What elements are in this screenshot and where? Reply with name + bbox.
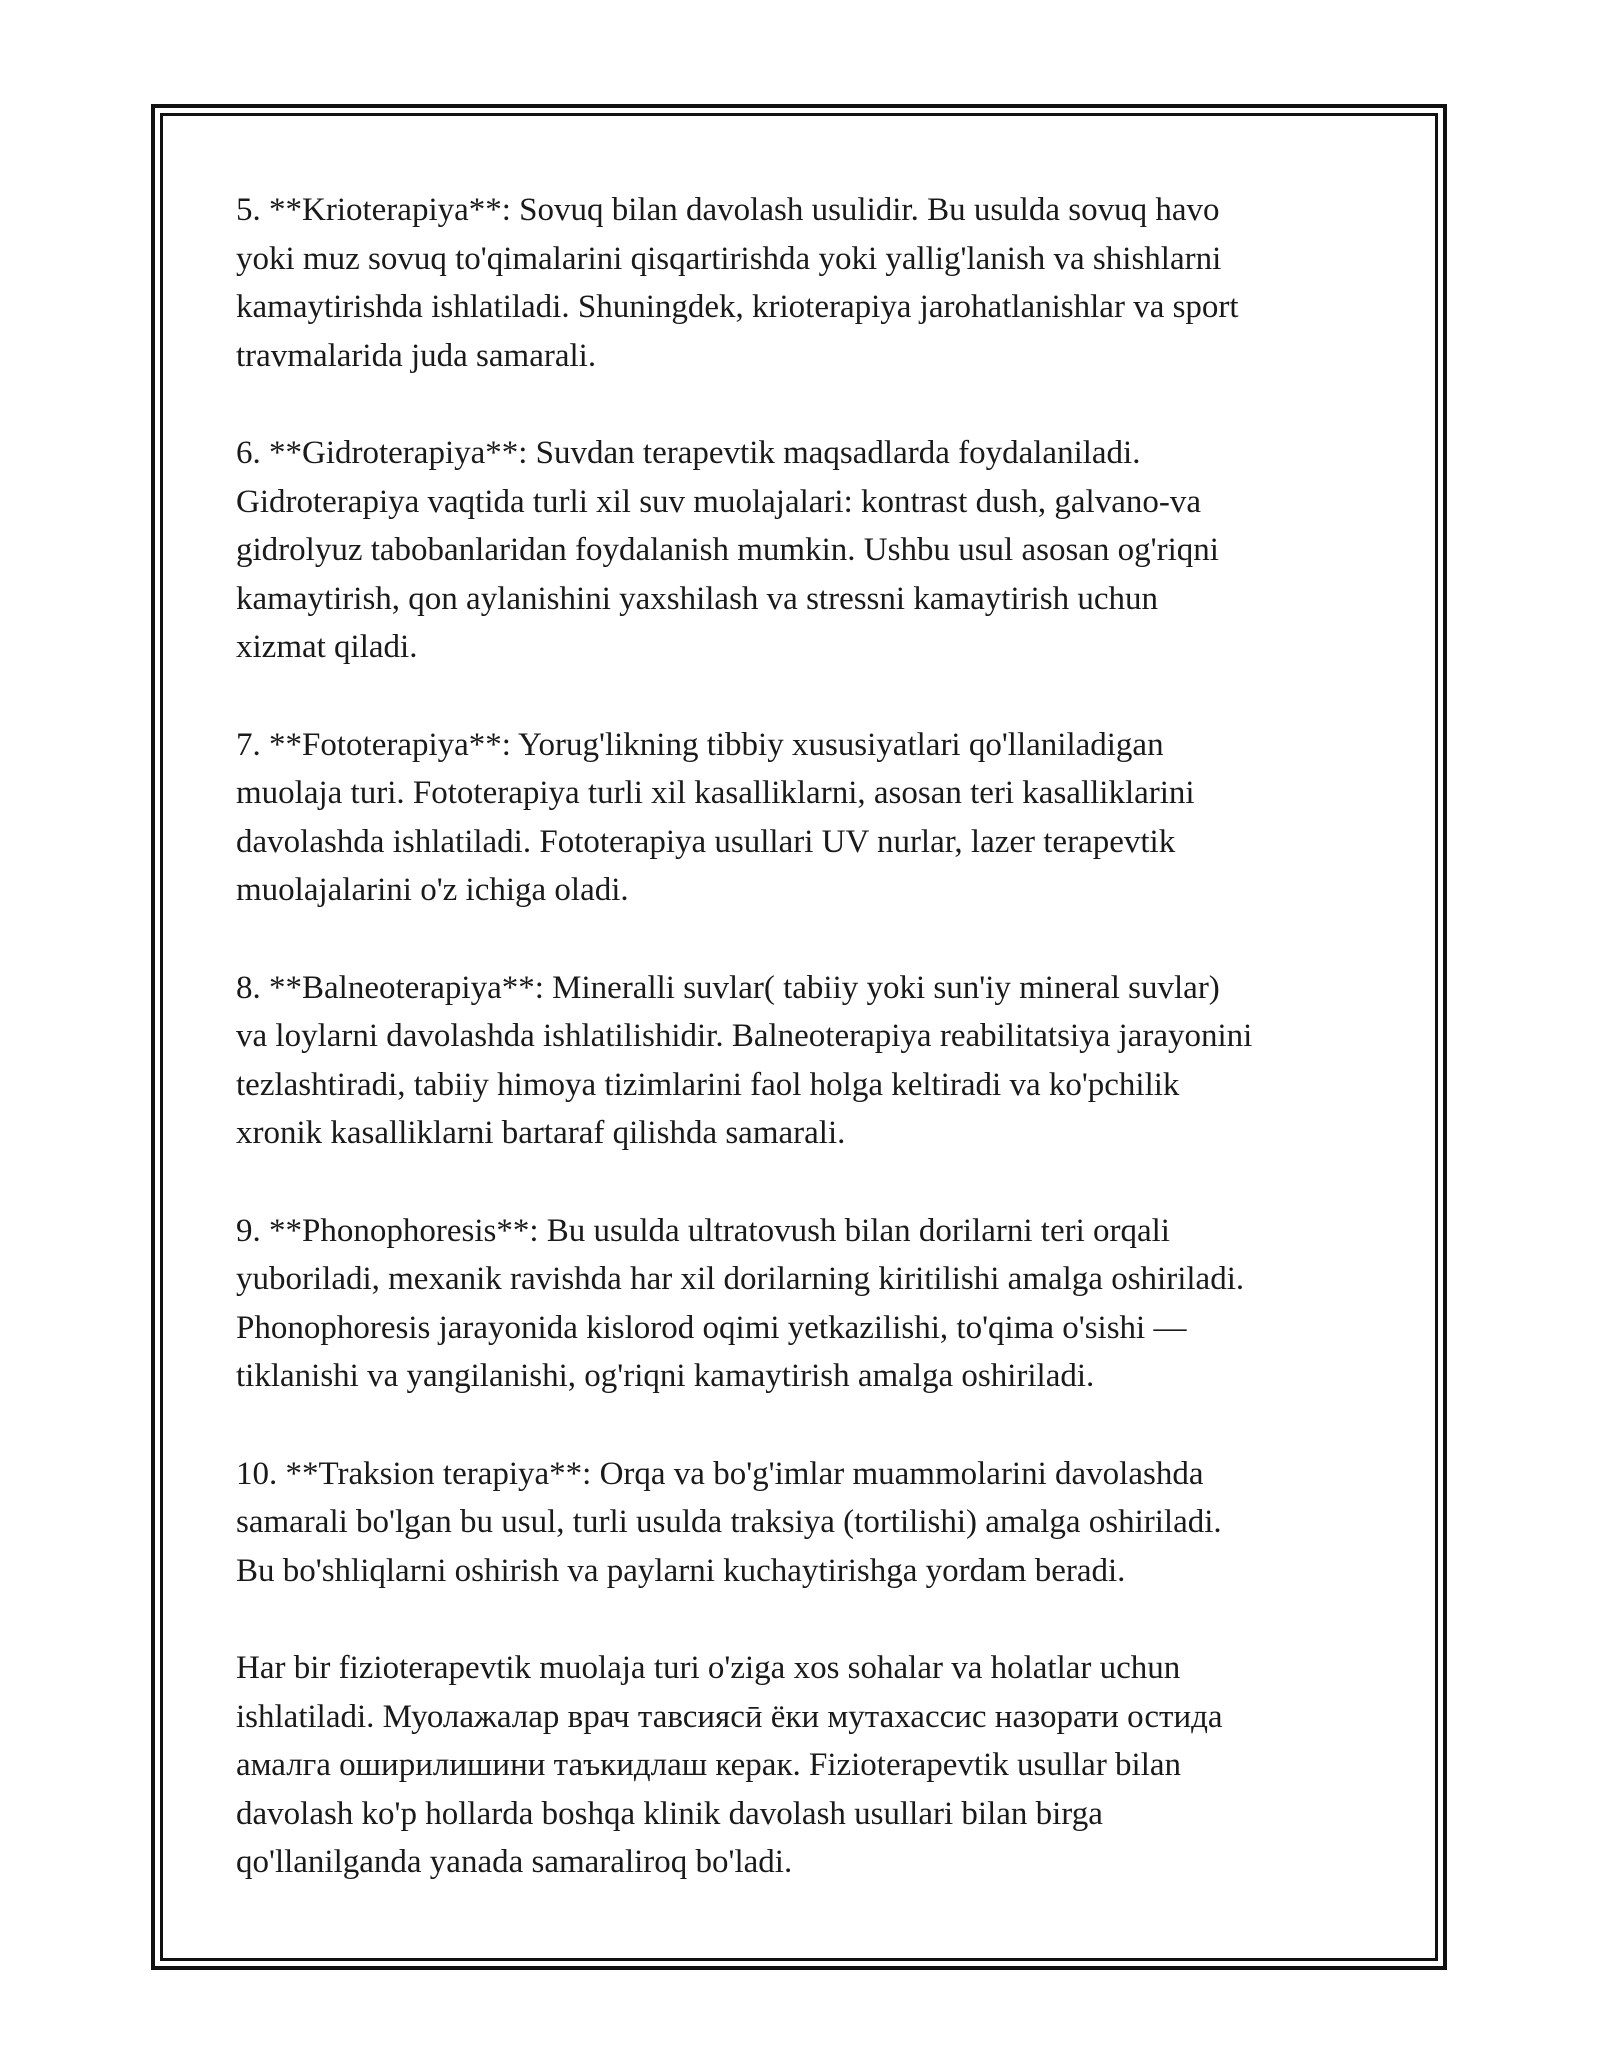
paragraph-balneoterapiya: 8. **Balneoterapiya**: Mineralli suvlar( tabiiy yoki sun'iy mineral suvlar) va loylarni davolashda ishlatilishidir. Balneoterapiya reabilitatsiya jarayonini tezlashtiradi, tabiiy himoya tizimlarini faol holga keltiradi va ko'pchilik xronik kasalliklarni bartaraf qilishda samarali. [236, 969, 1253, 1151]
paragraph-traksion-terapiya: 10. **Traksion terapiya**: Orqa va bo'g'imlar muammolarini davolashda samarali bo'lgan bu usul, turli usulda traksiya (tortilishi) amalga oshiriladi. Bu bo'shliqlarni oshirish va paylarni kuchaytirishga yordam beradi. [236, 1455, 1222, 1589]
paragraph-fototerapiya: 7. **Fototerapiya**: Yorug'likning tibbiy xususiyatlari qo'llaniladigan muolaja turi. Fototerapiya turli xil kasalliklarni, asosan teri kasalliklarini davolashda ishlatiladi. Fototerapiya usullari UV nurlar, lazer terapevtik muolajalarini o'z ichiga oladi. [236, 726, 1195, 908]
paragraph-phonophoresis: 9. **Phonophoresis**: Bu usulda ultratovush bilan dorilarni teri orqali yuboriladi, mexanik ravishda har xil dorilarning kiritilishi amalga oshiriladi. Phonophoresis jarayonida kislorod oqimi yetkazilishi, to'qima o'sishi — tiklanishi va yangilanishi, og'riqni kamaytirish amalga oshiriladi. [236, 1212, 1245, 1394]
paragraph-krioterapiya: 5. **Krioterapiya**: Sovuq bilan davolash usulidir. Bu usulda sovuq havo yoki muz sovuq to'qimalarini qisqartirishda yoki yallig'lanish va shishlarni kamaytirishda ishlatiladi. Shuningdek, krioterapiya jarohatlanishlar va sport travmalarida juda samarali. [236, 192, 1239, 374]
paragraph-gidroterapiya: 6. **Gidroterapiya**: Suvdan terapevtik maqsadlarda foydalaniladi. Gidroterapiya vaqtida turli xil suv muolajalari: kontrast dush, galvano-va gidrolyuz tabobanlaridan foydalanish mumkin. Ushbu usul asosan og'riqni kamaytirish, qon aylanishini yaxshilash va stressni kamaytirish uchun xizmat qiladi. [236, 435, 1219, 665]
document-body [236, 186, 1386, 1887]
paragraph-conclusion: Har bir fizioterapevtik muolaja turi o'ziga xos sohalar va holatlar uchun ishlatiladi. Муолажалар врач тавсиясӣ ёки мутахассис назорати остида амалга оширилишини таъкидлаш керак. Fizioterapevtik usullar bilan davolash ko'p hollarda boshqa klinik davolash usullari bilan birga qo'llanilganda yanada samaraliroq bo'ladi. [236, 1650, 1223, 1880]
